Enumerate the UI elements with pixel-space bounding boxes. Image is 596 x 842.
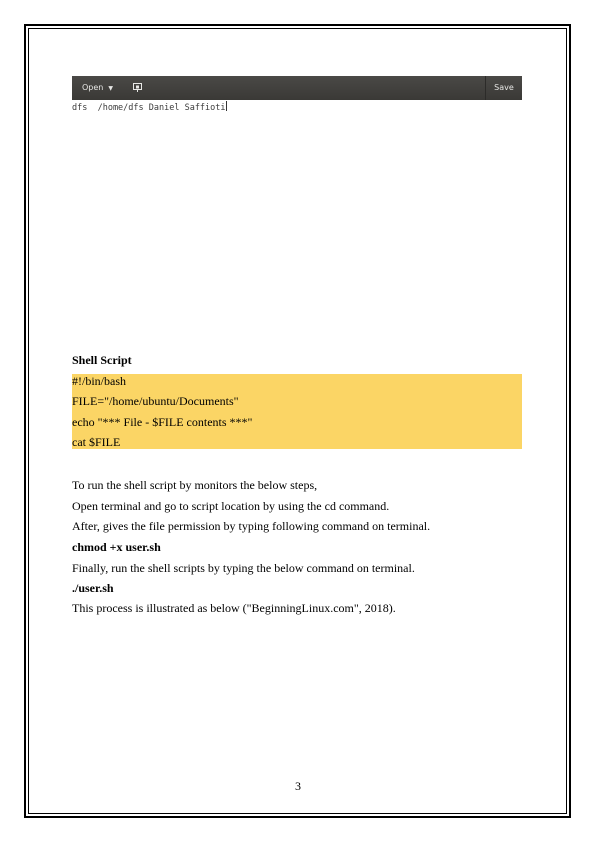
paragraph: This process is illustrated as below ("BeginningLinux.com", 2018).: [72, 601, 396, 615]
open-button-label: Open: [82, 83, 104, 92]
editor-content[interactable]: [72, 101, 227, 113]
paragraph: Open terminal and go to script location by using the cd command.: [72, 499, 390, 513]
code-block: [72, 374, 522, 449]
paragraph: Finally, run the shell scripts by typing the below command on terminal.: [72, 561, 415, 575]
command-text: chmod +x user.sh: [72, 540, 161, 554]
code-line: cat $FILE: [72, 435, 121, 449]
paragraph: To run the shell script by monitors the below steps,: [72, 478, 318, 492]
page-number: 3: [295, 779, 301, 793]
paragraph: After, gives the file permission by typing following command on terminal.: [72, 519, 431, 533]
section-heading: Shell Script: [72, 353, 132, 367]
save-button[interactable]: Save: [485, 76, 522, 100]
code-line: echo "*** File - $FILE contents ***": [72, 415, 253, 429]
text-cursor: [226, 101, 227, 111]
editor-text-line: dfs /home/dfs Daniel Saffioti: [72, 103, 226, 113]
chevron-down-icon: ▼: [108, 85, 113, 92]
command-text: ./user.sh: [72, 581, 114, 595]
open-button[interactable]: [78, 80, 117, 96]
code-line: #!/bin/bash: [72, 374, 126, 388]
editor-toolbar: [72, 76, 522, 100]
pin-icon[interactable]: [133, 83, 142, 92]
code-line: FILE="/home/ubuntu/Documents": [72, 394, 239, 408]
